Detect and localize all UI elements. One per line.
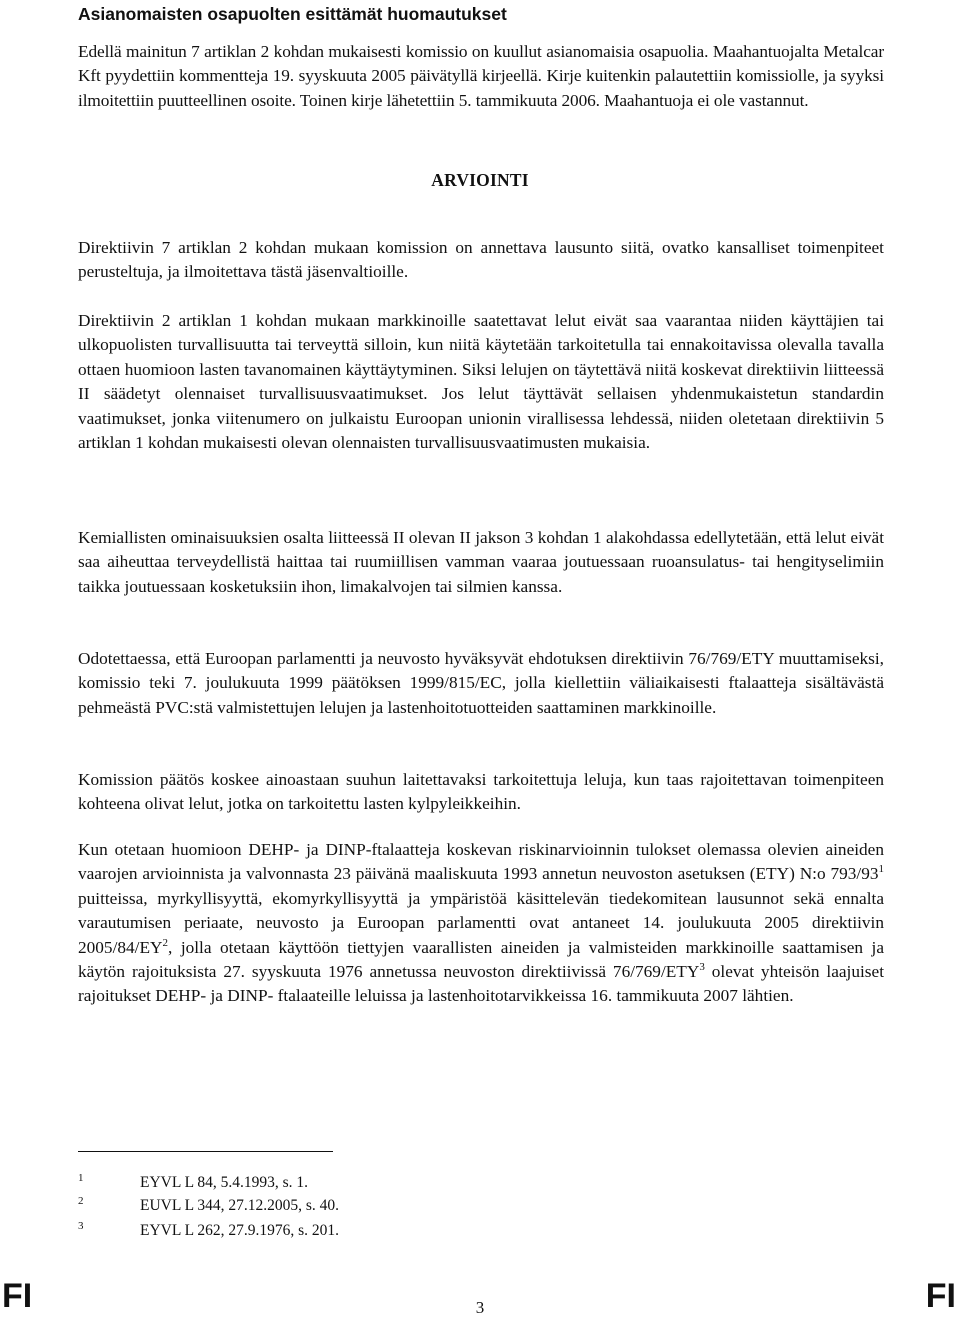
paragraph-chemical-properties: Kemiallisten ominaisuuksien osalta liitteessä II olevan II jakson 3 kohdan 1 alakohdassa edellytetään, että lelut eivät saa aiheuttaa terveydellistä haittaa tai ruumiillisen vamman vaaraa joutuessaan ruoansulatus- tai hengityselimiin taikka joutuessaan kosketuksiin ihon, limakalvojen tai silmien kanssa. [78,528,884,596]
section-title-assessment [0,168,960,192]
footnote-number: 1 [78,1172,84,1184]
page-number: 3 [475,1298,485,1317]
footnote-ref-2[interactable]: 2 [162,936,168,949]
language-code-left: FI [2,1277,33,1315]
language-code-right: FI [925,1277,956,1315]
footnote-ref-1[interactable]: 1 [878,863,884,876]
footnote-divider [78,1151,333,1152]
paragraph-risk-assessment-text-3: , jolla otetaan käyttöön tiettyjen vaarallisten aineiden ja valmisteiden markkinoille saattamisen ja käytön rajoituksista 27. syyskuuta 1976 annetussa neuvoston direktiivissä 76/769/ETY [78,937,884,982]
paragraph-risk-assessment-text-2: puitteissa, myrkyllisyyttä, ekomyrkyllisyyttä ja ympäristöä käsittelevän tiedekomitean lausunnot sekä ennalta varautumisen periaate, neuvosto ja Euroopan parlamentti ovat antaneet 14. joulukuuta 2005 direktiivin 2005/84/EY [78,888,884,957]
section-heading: Asianomaisten osapuolten esittämät huomautukset [78,4,507,24]
footnote-text: EUVL L 344, 27.12.2005, s. 40. [140,1197,340,1214]
footnote-text: EYVL L 84, 5.4.1993, s. 1. [140,1174,309,1191]
section-title-text: ARVIOINTI [431,170,529,190]
paragraph-commission-decision: Odotettaessa, että Euroopan parlamentti ja neuvosto hyväksyvät ehdotuksen direktiivin 76/769/ETY muuttamiseksi, komissio teki 7. joulukuuta 1999 päätöksen 1999/815/EC, jolla kiellettiin väliaikaisesti ftalaatteja sisältävästä pehmeästä PVC:stä valmistettujen lelujen ja lastenhoitotuotteiden saattaminen markkinoille. [78,649,884,717]
paragraph-observations: Edellä mainitun 7 artiklan 2 kohdan mukaisesti komissio on kuullut asianomaisia osapuolia. Maahantuojalta Metalcar Kft pyydettiin kommentteja 19. syyskuuta 2005 päivätyllä kirjeellä. Kirje kuitenkin palautettiin komissiolle, ja syyksi ilmoitettiin puutteellinen osoite. Toinen kirje lähetettiin 5. tammikuuta 2006. Maahantuoja ei ole vastannut. [78,42,884,110]
paragraph-decision-scope: Komission päätös koskee ainoastaan suuhun laitettavaksi tarkoitettuja leluja, kun taas rajoitettavan toimenpiteen kohteena olivat lelut, jotka on tarkoitettu lasten kylpyleikkeihin. [78,770,884,814]
footnote-number: 3 [78,1220,84,1232]
paragraph-risk-assessment-text-4: olevat yhteisön laajuiset rajoitukset DEHP- ja DINP- ftalaateille leluissa ja lastenhoitotarvikkeissa 16. tammikuuta 2007 lähtien. [78,962,884,1006]
footnote-number: 2 [78,1195,84,1207]
paragraph-risk-assessment [78,838,884,1009]
footnote-text: EYVL L 262, 27.9.1976, s. 201. [140,1222,340,1239]
footnote-ref-3[interactable]: 3 [699,961,705,974]
paragraph-directive-article7: Direktiivin 7 artiklan 2 kohdan mukaan komission on annettava lausunto siitä, ovatko kansalliset toimenpiteet perusteltuja, ja ilmoitettava tästä jäsenvaltioille. [78,238,884,282]
paragraph-directive-article2: Direktiivin 2 artiklan 1 kohdan mukaan markkinoille saatettavat lelut eivät saa vaarantaa niiden käyttäjien tai ulkopuolisten turvallisuutta tai terveyttä silloin, kun niitä käytetään tarkoitetulla tai ennakoitavissa olevalla tavalla ottaen huomioon lasten tavanomainen käyttäytyminen. Siksi lelujen on täytettävä niitä koskevat direktiivin liitteessä II säädetyt olennaiset turvallisuusvaatimukset. Jos lelut täyttävät sellaisen yhdenmukaistetun standardin vaatimukset, jonka viitenumero on julkaistu Euroopan unionin virallisessa lehdessä, niiden oletetaan direktiivin 5 artiklan 1 kohdan mukaisesti olevan olennaisten turvallisuusvaatimusten mukaisia. [78,311,884,453]
paragraph-risk-assessment-text-1: Kun otetaan huomioon DEHP- ja DINP-ftalaatteja koskevan riskinarvioinnin tulokset olemassa olevien aineiden vaarojen arvioinnista ja valvonnasta 23 päivänä maaliskuuta 1993 annetun neuvoston asetuksen (ETY) N:o 793/93 [78,840,884,884]
